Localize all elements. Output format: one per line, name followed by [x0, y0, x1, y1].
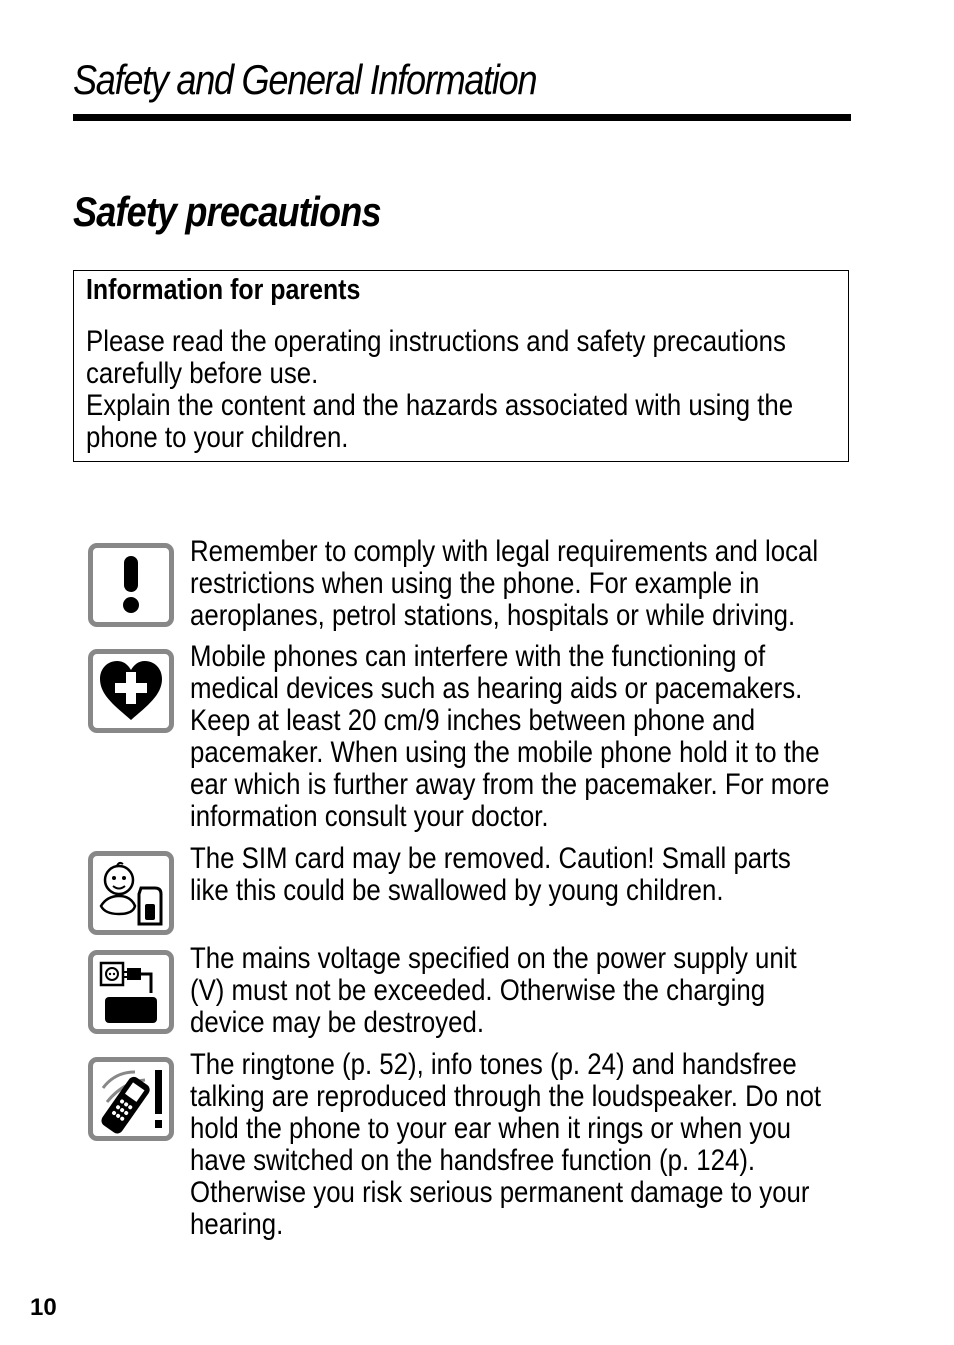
- safety-item-text: [190, 843, 889, 907]
- header-title: Safety and General Information: [73, 56, 537, 103]
- safety-item-line: Remember to comply with legal requirements and local: [190, 535, 819, 568]
- parents-info-heading-text: Information for parents: [86, 274, 361, 306]
- safety-item-line: talking are reproduced through the loudspeaker. Do not: [190, 1080, 822, 1113]
- safety-item-line: restrictions when using the phone. For example in: [190, 567, 760, 600]
- safety-item-line: hearing.: [190, 1208, 284, 1241]
- section-title: Safety precautions: [73, 188, 381, 235]
- page-number: 10: [30, 1294, 57, 1321]
- safety-item-line: The ringtone (p. 52), info tones (p. 24) and handsfree: [190, 1048, 797, 1081]
- parents-info-line: Explain the content and the hazards associated with using the: [86, 389, 794, 422]
- exclamation-icon: [88, 543, 174, 627]
- parents-info-line: Please read the operating instructions and safety precautions: [86, 325, 786, 358]
- safety-item-line: The mains voltage specified on the power supply unit: [190, 942, 797, 975]
- loud-phone-icon: [88, 1057, 174, 1141]
- safety-item-line: The SIM card may be removed. Caution! Small parts: [190, 842, 791, 875]
- safety-item-line: Otherwise you risk serious permanent damage to your: [190, 1176, 810, 1209]
- child-sim-icon: [88, 851, 174, 935]
- safety-item-text: [190, 1049, 924, 1241]
- safety-item-line: hold the phone to your ear when it rings or when you: [190, 1112, 791, 1145]
- safety-item-line: have switched on the handsfree function (p. 124).: [190, 1144, 756, 1177]
- safety-item-line: Keep at least 20 cm/9 inches between phone and: [190, 704, 756, 737]
- parents-info-box: [73, 270, 849, 462]
- safety-item-line: like this could be swallowed by young children.: [190, 874, 724, 907]
- safety-item-line: aeroplanes, petrol stations, hospitals or while driving.: [190, 599, 796, 632]
- medical-heart-icon: [88, 649, 174, 733]
- safety-item-line: medical devices such as hearing aids or pacemakers.: [190, 672, 803, 705]
- parents-info-line: phone to your children.: [86, 421, 349, 454]
- parents-info-line: carefully before use.: [86, 357, 319, 390]
- parents-info-heading: [86, 274, 405, 306]
- safety-item-text: [190, 641, 934, 833]
- header-rule: [73, 114, 851, 121]
- safety-item-line: device may be destroyed.: [190, 1006, 484, 1039]
- safety-item-line: (V) must not be exceeded. Otherwise the charging: [190, 974, 766, 1007]
- safety-item-line: Mobile phones can interfere with the functioning of: [190, 640, 766, 673]
- safety-item-text: [190, 943, 895, 1039]
- safety-item-text: [190, 536, 920, 632]
- safety-item-line: ear which is further away from the pacemaker. For more: [190, 768, 830, 801]
- power-supply-icon: [88, 950, 174, 1034]
- safety-item-line: pacemaker. When using the mobile phone hold it to the: [190, 736, 820, 769]
- safety-item-line: information consult your doctor.: [190, 800, 549, 833]
- parents-info-body: [86, 326, 908, 454]
